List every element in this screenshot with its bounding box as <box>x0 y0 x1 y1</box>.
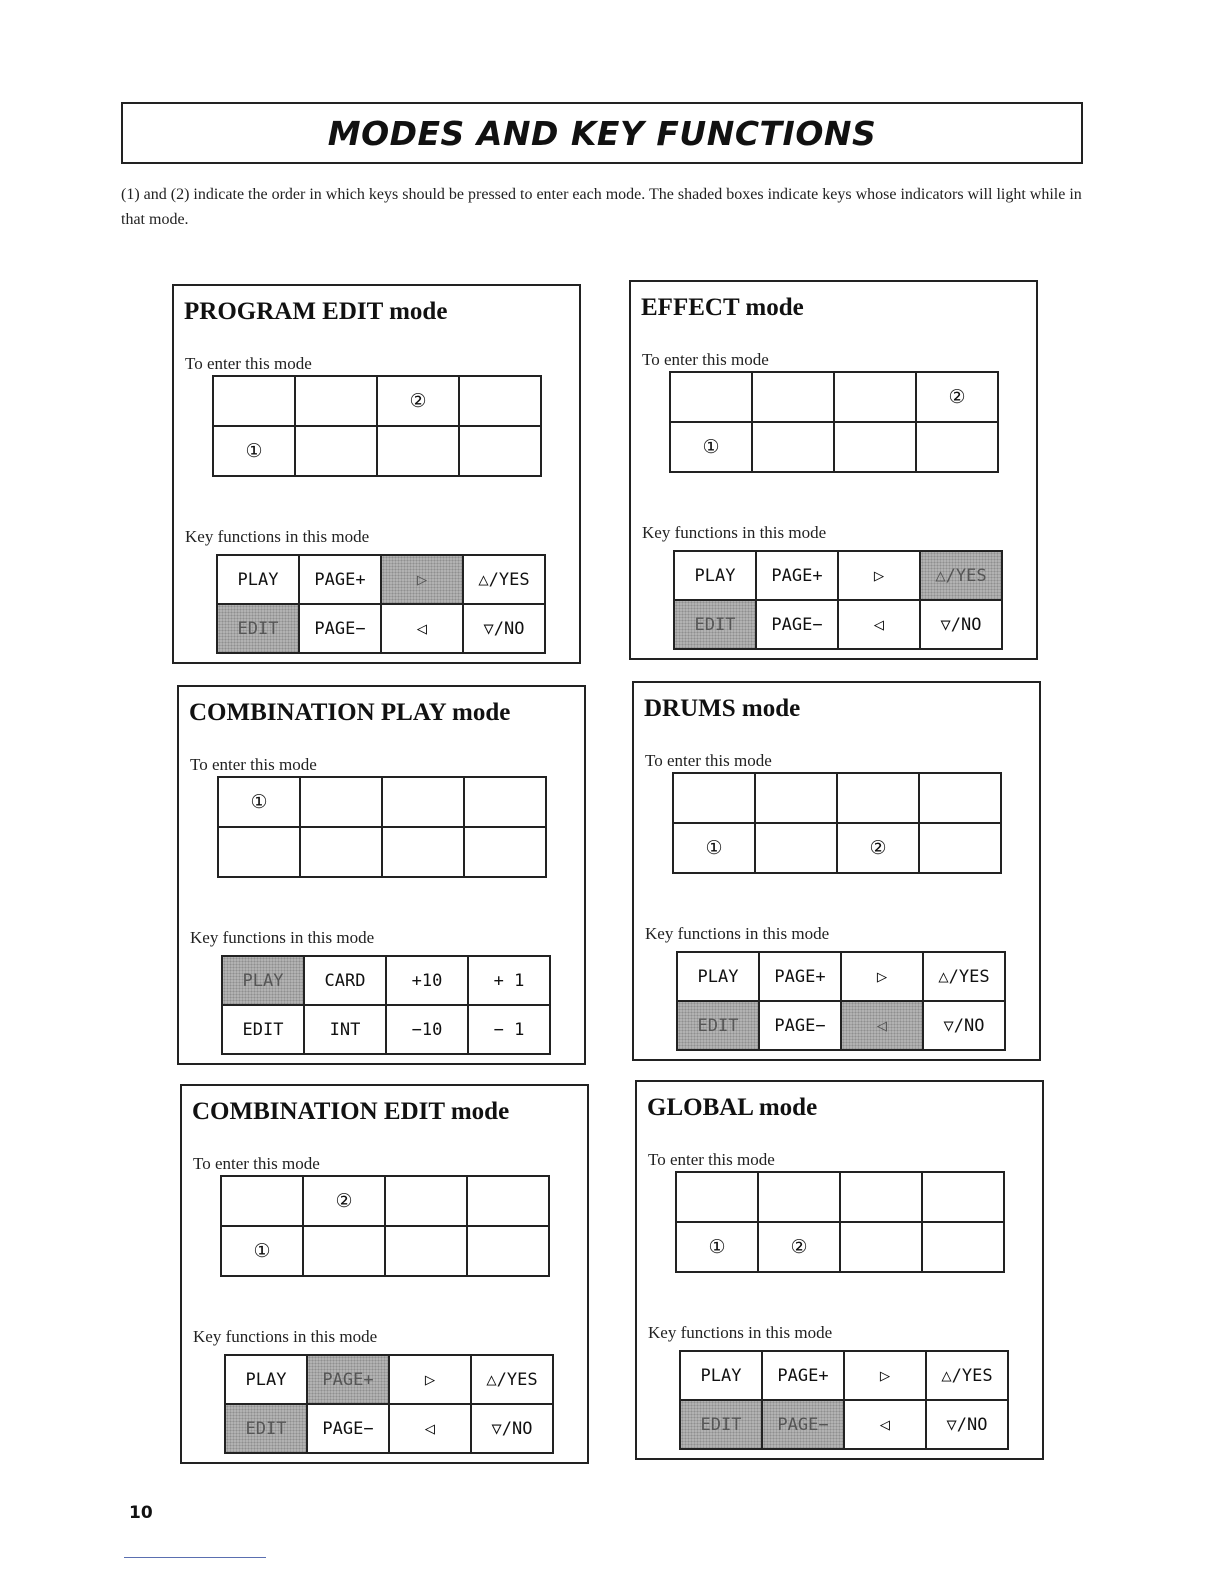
seq-cell <box>464 827 546 877</box>
key-page-plus-lit: PAGE+ <box>307 1355 389 1404</box>
key-edit-lit: EDIT <box>674 600 756 649</box>
key-page-plus: PAGE+ <box>762 1351 844 1400</box>
key-minus10: −10 <box>386 1005 468 1054</box>
seq-cell <box>837 773 919 823</box>
key-right: ▷ <box>838 551 920 600</box>
seq-cell <box>922 1172 1004 1222</box>
seq-cell <box>377 426 459 476</box>
seq-cell <box>834 422 916 472</box>
combination-play-mode-panel <box>177 685 586 1065</box>
enter-mode-label: To enter this mode <box>190 755 317 774</box>
seq-cell: ② <box>837 823 919 873</box>
key-right: ▷ <box>841 952 923 1001</box>
seq-cell <box>382 777 464 827</box>
seq-cell <box>213 376 295 426</box>
seq-cell <box>467 1226 549 1276</box>
key-left: ◁ <box>844 1400 926 1449</box>
seq-cell <box>755 773 837 823</box>
key-yes: △/YES <box>923 952 1005 1001</box>
key-page-plus: PAGE+ <box>759 952 841 1001</box>
mode-title: GLOBAL mode <box>647 1094 818 1121</box>
enter-sequence-grid <box>675 1171 1005 1273</box>
key-yes-lit: △/YES <box>920 551 1002 600</box>
seq-cell: ② <box>303 1176 385 1226</box>
seq-cell <box>673 773 755 823</box>
key-minus1: − 1 <box>468 1005 550 1054</box>
title-box <box>121 102 1083 164</box>
combination-edit-mode-panel <box>180 1084 589 1464</box>
footer-rule <box>124 1557 266 1558</box>
seq-cell <box>382 827 464 877</box>
key-functions-label: Key functions in this mode <box>193 1327 378 1346</box>
seq-cell <box>758 1172 840 1222</box>
mode-title: DRUMS mode <box>644 695 801 722</box>
seq-cell <box>300 827 382 877</box>
enter-sequence-grid <box>672 772 1002 874</box>
seq-cell: ① <box>213 426 295 476</box>
key-plus1: + 1 <box>468 956 550 1005</box>
seq-cell <box>464 777 546 827</box>
key-no: ▽/NO <box>471 1404 553 1453</box>
seq-cell <box>459 426 541 476</box>
mode-title: COMBINATION PLAY mode <box>189 699 511 726</box>
seq-cell <box>916 422 998 472</box>
enter-sequence-grid <box>669 371 999 473</box>
seq-cell <box>834 372 916 422</box>
seq-cell <box>221 1176 303 1226</box>
key-left: ◁ <box>389 1404 471 1453</box>
key-functions-label: Key functions in this mode <box>645 924 830 943</box>
seq-cell <box>218 827 300 877</box>
key-no: ▽/NO <box>926 1400 1008 1449</box>
key-no: ▽/NO <box>463 604 545 653</box>
seq-cell <box>295 426 377 476</box>
key-functions-grid <box>676 951 1006 1051</box>
key-page-minus: PAGE− <box>299 604 381 653</box>
seq-cell <box>840 1222 922 1272</box>
key-edit-lit: EDIT <box>217 604 299 653</box>
key-page-minus: PAGE− <box>756 600 838 649</box>
seq-cell: ① <box>218 777 300 827</box>
key-left: ◁ <box>838 600 920 649</box>
key-functions-label: Key functions in this mode <box>185 527 370 546</box>
key-right-lit: ▷ <box>381 555 463 604</box>
key-functions-grid <box>216 554 546 654</box>
seq-cell: ② <box>758 1222 840 1272</box>
key-functions-grid <box>224 1354 554 1454</box>
key-no: ▽/NO <box>920 600 1002 649</box>
enter-mode-label: To enter this mode <box>648 1150 775 1169</box>
key-no: ▽/NO <box>923 1001 1005 1050</box>
mode-title: EFFECT mode <box>641 294 804 321</box>
enter-mode-label: To enter this mode <box>642 350 769 369</box>
key-page-minus-lit: PAGE− <box>762 1400 844 1449</box>
seq-cell <box>919 773 1001 823</box>
seq-cell <box>467 1176 549 1226</box>
key-edit-lit: EDIT <box>677 1001 759 1050</box>
key-functions-grid <box>221 955 551 1055</box>
seq-cell <box>670 372 752 422</box>
mode-title: COMBINATION EDIT mode <box>192 1098 510 1125</box>
key-functions-label: Key functions in this mode <box>648 1323 833 1342</box>
seq-cell <box>676 1172 758 1222</box>
key-edit-lit: EDIT <box>680 1400 762 1449</box>
seq-cell: ① <box>670 422 752 472</box>
enter-sequence-grid <box>217 776 547 878</box>
key-int: INT <box>304 1005 386 1054</box>
page-title: MODES AND KEY FUNCTIONS <box>327 114 877 153</box>
page-number: 10 <box>129 1503 153 1523</box>
seq-cell <box>752 422 834 472</box>
seq-cell: ② <box>377 376 459 426</box>
mode-title: PROGRAM EDIT mode <box>184 298 448 325</box>
key-yes: △/YES <box>463 555 545 604</box>
key-right: ▷ <box>844 1351 926 1400</box>
drums-mode-panel <box>632 681 1041 1061</box>
key-yes: △/YES <box>926 1351 1008 1400</box>
key-yes: △/YES <box>471 1355 553 1404</box>
seq-cell <box>385 1176 467 1226</box>
key-play: PLAY <box>674 551 756 600</box>
seq-cell <box>295 376 377 426</box>
seq-cell <box>919 823 1001 873</box>
key-page-plus: PAGE+ <box>299 555 381 604</box>
seq-cell <box>840 1172 922 1222</box>
seq-cell <box>922 1222 1004 1272</box>
seq-cell <box>755 823 837 873</box>
key-play: PLAY <box>225 1355 307 1404</box>
key-edit-lit: EDIT <box>225 1404 307 1453</box>
enter-mode-label: To enter this mode <box>185 354 312 373</box>
seq-cell <box>752 372 834 422</box>
seq-cell: ① <box>676 1222 758 1272</box>
key-play: PLAY <box>680 1351 762 1400</box>
key-page-minus: PAGE− <box>307 1404 389 1453</box>
seq-cell <box>459 376 541 426</box>
seq-cell <box>303 1226 385 1276</box>
key-play: PLAY <box>217 555 299 604</box>
key-edit: EDIT <box>222 1005 304 1054</box>
key-play-lit: PLAY <box>222 956 304 1005</box>
key-play: PLAY <box>677 952 759 1001</box>
key-left-lit: ◁ <box>841 1001 923 1050</box>
key-functions-label: Key functions in this mode <box>190 928 375 947</box>
seq-cell: ① <box>673 823 755 873</box>
seq-cell: ② <box>916 372 998 422</box>
seq-cell <box>385 1226 467 1276</box>
program-edit-mode-panel <box>172 284 581 664</box>
global-mode-panel <box>635 1080 1044 1460</box>
key-page-minus: PAGE− <box>759 1001 841 1050</box>
key-right: ▷ <box>389 1355 471 1404</box>
effect-mode-panel <box>629 280 1038 660</box>
key-left: ◁ <box>381 604 463 653</box>
key-functions-grid <box>679 1350 1009 1450</box>
seq-cell: ① <box>221 1226 303 1276</box>
key-page-plus: PAGE+ <box>756 551 838 600</box>
seq-cell <box>300 777 382 827</box>
enter-sequence-grid <box>212 375 542 477</box>
enter-mode-label: To enter this mode <box>645 751 772 770</box>
key-card: CARD <box>304 956 386 1005</box>
enter-sequence-grid <box>220 1175 550 1277</box>
key-functions-grid <box>673 550 1003 650</box>
key-functions-label: Key functions in this mode <box>642 523 827 542</box>
key-plus10: +10 <box>386 956 468 1005</box>
intro-text: (1) and (2) indicate the order in which keys should be pressed to enter each mode. The shaded boxes indicate keys whose indicators will light while in that mode. <box>121 186 1082 228</box>
enter-mode-label: To enter this mode <box>193 1154 320 1173</box>
